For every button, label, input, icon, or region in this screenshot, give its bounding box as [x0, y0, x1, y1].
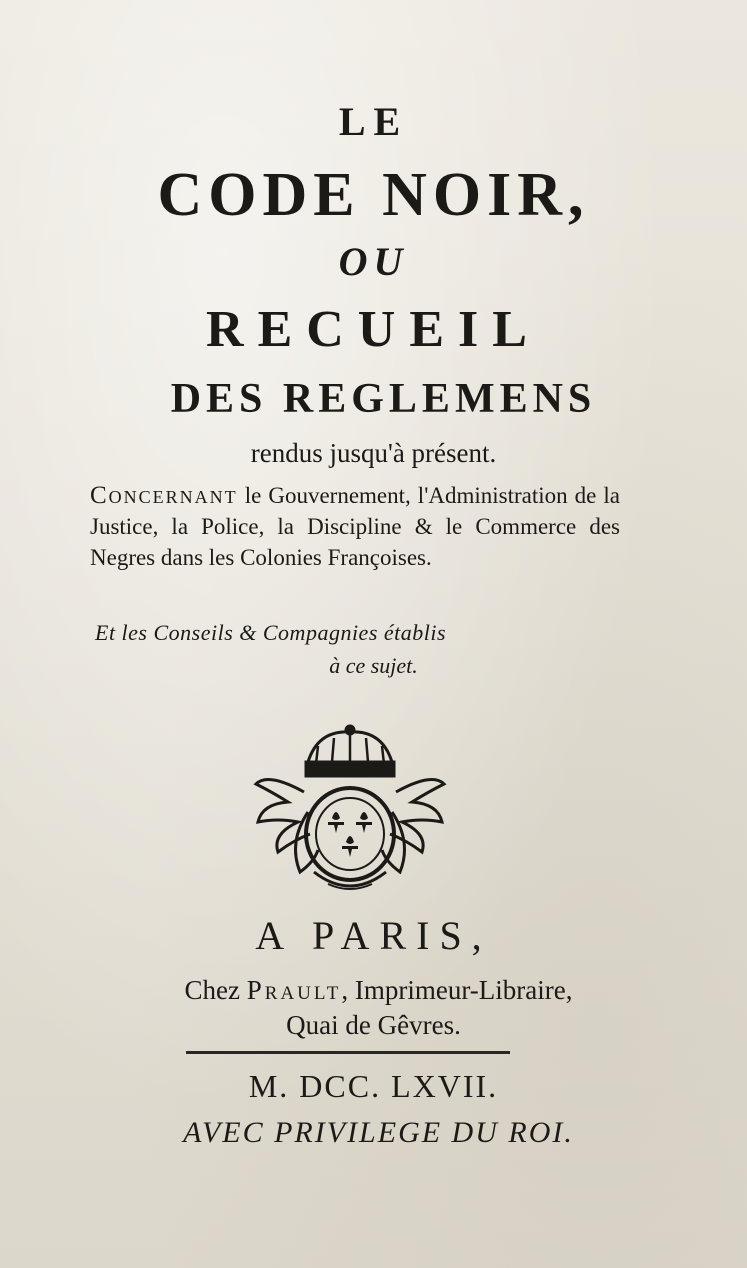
imprint-year: M. DCC. LXVII. — [248, 1068, 499, 1104]
printer-role: , Imprimeur-Libraire, — [341, 975, 573, 1005]
printer-name: Prault — [246, 975, 342, 1005]
title-article: LE — [338, 99, 409, 144]
subtitle-recueil: RECUEIL — [206, 301, 541, 358]
imprint-address: Quai de Gêvres. — [286, 1010, 461, 1040]
title-conjunction: OU — [338, 239, 409, 284]
subtitle-rendus: rendus jusqu'à présent. — [250, 438, 497, 468]
description-lead: Concernant — [90, 482, 238, 509]
printer-prefix: Chez — [184, 975, 247, 1005]
royal-crest-icon — [248, 722, 453, 900]
royal-privilege: AVEC PRIVILEGE DU ROI. — [183, 1116, 574, 1149]
divider-rule — [186, 1051, 510, 1054]
main-title: CODE NOIR, — [157, 161, 590, 229]
description-text: le Gouvernement, l'Administration de la Justice, la Police, la Discipline & le Commerce des Negres dans les Colonies Françoises. — [90, 483, 620, 570]
description-paragraph — [90, 480, 620, 573]
subtitle-reglemens: DES REGLEMENS — [170, 376, 597, 422]
imprint-place: A PARIS, — [255, 913, 492, 958]
imprint-printer — [5, 975, 747, 1006]
note-line-2: à ce sujet. — [329, 653, 418, 678]
note-line-1: Et les Conseils & Compagnies établis — [95, 620, 447, 645]
